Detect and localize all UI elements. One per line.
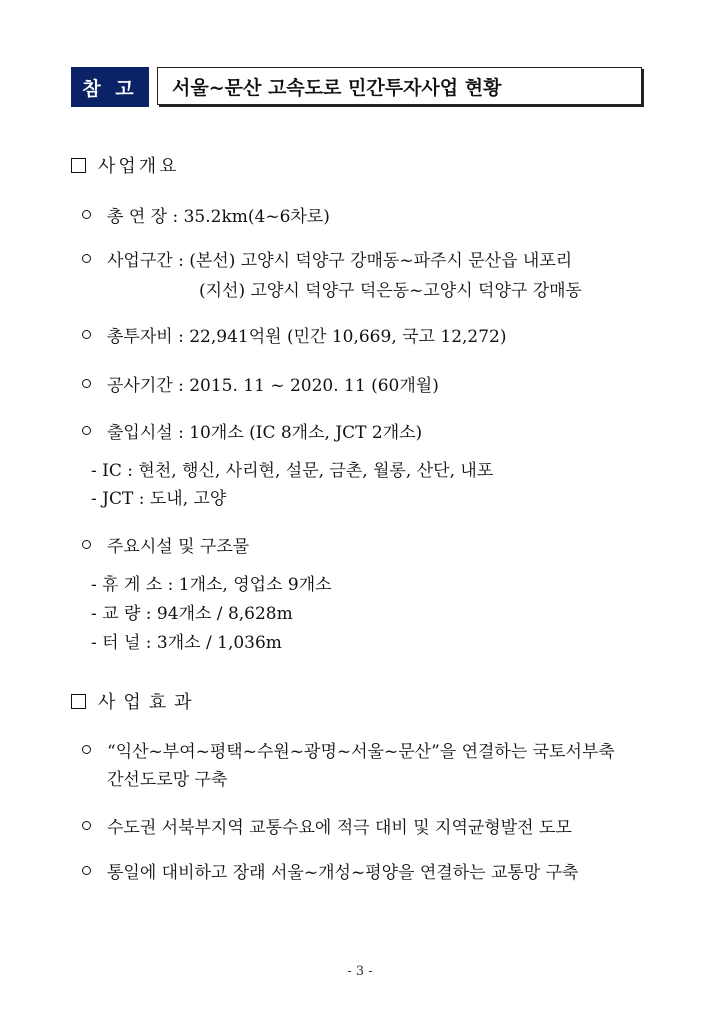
item-text: 주요시설 및 구조물	[107, 537, 250, 557]
list-item-period	[82, 371, 439, 396]
list-item-total-length	[82, 202, 330, 227]
sub-item-tunnel: - 터 널 : 3개소 / 1,036m	[91, 633, 282, 653]
reference-tag: 참 고	[71, 67, 149, 107]
circle-bullet-icon	[82, 254, 91, 263]
header	[71, 67, 642, 107]
list-item-facilities	[82, 532, 249, 557]
circle-bullet-icon	[82, 866, 91, 875]
sub-item-jct: - JCT : 도내, 고양	[91, 489, 227, 509]
page-title: 서울~문산 고속도로 민간투자사업 현황	[157, 67, 642, 105]
item-text: 통일에 대비하고 장래 서울~개성~평양을 연결하는 교통망 구축	[107, 863, 579, 883]
checkbox-square-icon	[71, 694, 86, 709]
list-item-access	[82, 418, 422, 443]
sub-item-bridge: - 교 량 : 94개소 / 8,628m	[91, 604, 293, 624]
list-item-effect-2	[82, 813, 572, 838]
circle-bullet-icon	[82, 379, 91, 388]
page-number: - 3 -	[347, 964, 373, 979]
circle-bullet-icon	[82, 745, 91, 754]
list-item-effect-1	[82, 737, 615, 762]
sub-item-rest: - 휴 게 소 : 1개소, 영업소 9개소	[91, 575, 332, 595]
item-text: 총 연 장 : 35.2km(4~6차로)	[107, 207, 330, 227]
item-text: 사업구간 : (본선) 고양시 덕양구 강매동~파주시 문산읍 내포리	[107, 251, 573, 271]
circle-bullet-icon	[82, 426, 91, 435]
item-text: 총투자비 : 22,941억원 (민간 10,669, 국고 12,272)	[107, 327, 507, 347]
list-item-cost	[82, 322, 507, 347]
checkbox-square-icon	[71, 158, 86, 173]
circle-bullet-icon	[82, 821, 91, 830]
sub-item-ic: - IC : 현천, 행신, 사리현, 설문, 금촌, 월롱, 산단, 내포	[91, 461, 494, 481]
circle-bullet-icon	[82, 210, 91, 219]
item-text: 출입시설 : 10개소 (IC 8개소, JCT 2개소)	[107, 423, 423, 443]
item-text: 공사기간 : 2015. 11 ~ 2020. 11 (60개월)	[107, 376, 439, 396]
list-item-section	[82, 246, 572, 271]
circle-bullet-icon	[82, 540, 91, 549]
circle-bullet-icon	[82, 330, 91, 339]
item-text: 수도권 서북부지역 교통수요에 적극 대비 및 지역균형발전 도모	[107, 818, 572, 838]
section-title: 사업개요	[98, 156, 180, 177]
item-text: “익산~부여~평택~수원~광명~서울~문산”을 연결하는 국토서부축	[107, 742, 615, 762]
list-item-effect-3	[82, 858, 578, 883]
section-overview	[71, 152, 180, 178]
item-continuation: (지선) 고양시 덕양구 덕은동~고양시 덕양구 강매동	[199, 281, 582, 301]
item-continuation: 간선도로망 구축	[107, 770, 228, 790]
section-title: 사업효과	[98, 692, 200, 713]
section-effects	[71, 688, 200, 714]
